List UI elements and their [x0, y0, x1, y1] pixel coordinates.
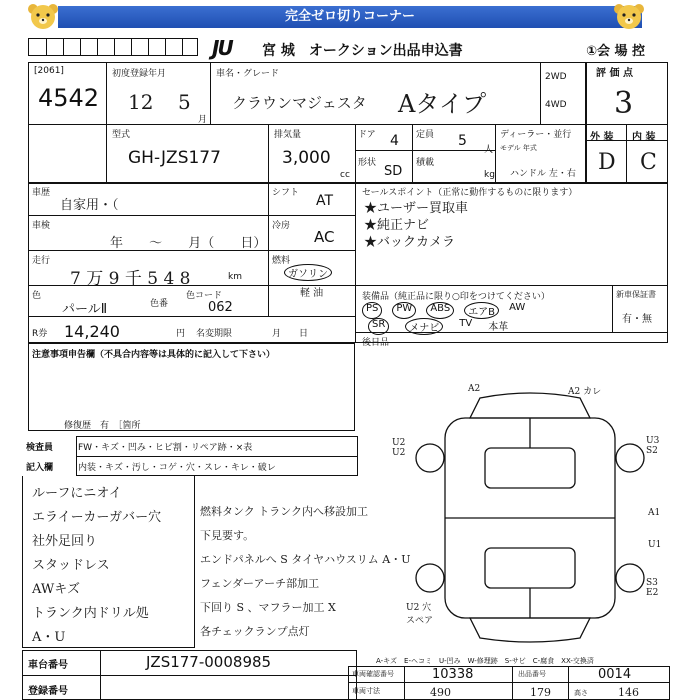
month-unit: 月 — [198, 115, 208, 125]
color: パールⅡ — [62, 302, 108, 317]
damage-mark: A2 カレ — [568, 387, 602, 397]
person-unit: 人 — [484, 145, 494, 155]
model-label: 型式 — [112, 130, 131, 140]
exhibit-label: 出品番号 — [518, 670, 546, 678]
aircon: AC — [314, 228, 335, 246]
hand-note: エライーカーガバー穴 — [32, 510, 162, 525]
drive-2wd: 2WD — [545, 72, 567, 82]
color-code-label: 色コード — [186, 291, 223, 301]
notes-label: 注意事項申告欄（不具合内容等は具体的に記入して下さい） — [32, 350, 276, 360]
hand-note: 社外足回り — [32, 534, 98, 549]
fuel-gasoline: ガソリン — [284, 264, 332, 281]
shape: SD — [384, 164, 403, 179]
inspector-items: FW・キズ・凹み・ヒビ割・リペア跡・×表 — [78, 443, 253, 453]
equipment-label: 装備品（純正品に限り○印をつけてください） — [362, 292, 550, 302]
selling-point: ★純正ナビ — [364, 218, 430, 233]
recycle-label: R券 — [32, 329, 48, 339]
load-label: 積載 — [416, 158, 435, 168]
hand-note: トランク内ドリル処 — [32, 606, 149, 621]
shift: AT — [316, 193, 334, 209]
interior-label: 内 装 — [632, 132, 656, 143]
exhibit-number: 0014 — [598, 667, 632, 682]
handle-label: ハンドル 左・右 — [510, 169, 576, 179]
warranty: 有・無 — [622, 314, 652, 325]
aircon-label: 冷房 — [272, 221, 291, 231]
record-items: 内装・キズ・汚し・コゲ・穴・スレ・キレ・破レ — [78, 463, 276, 473]
car-name-label: 車名・グレード — [216, 69, 280, 79]
first-reg-month: 5 — [178, 90, 191, 114]
venue-copy: ①会 場 控 — [586, 44, 646, 59]
hand-note: A・U — [32, 630, 66, 645]
hand-notes-right-list — [200, 500, 410, 644]
damage-mark: A2 — [468, 384, 481, 394]
mileage-label: 走行 — [32, 256, 51, 266]
doors-label: ドア — [358, 130, 376, 140]
height: 146 — [618, 686, 639, 699]
shape-label: 形状 — [358, 158, 377, 168]
length: 490 — [430, 686, 451, 699]
mileage: 7 万 9 千 5 4 8 — [70, 269, 191, 289]
form-title: 宮 城 オークション出品申込書 — [262, 43, 463, 59]
hand-note: エンドパネルへ S タイヤハウスリム A・U — [200, 553, 411, 566]
warranty-label: 新車保証書 — [616, 290, 656, 299]
car-name: クラウンマジェスタ — [232, 94, 367, 112]
bear-mascot-icon — [26, 2, 60, 32]
damage-mark: U2 穴 スペア — [406, 603, 434, 626]
displacement: 3,000 — [282, 148, 331, 168]
equipment-leather: 本革 — [488, 322, 509, 333]
fuel-diesel: 軽 油 — [300, 288, 324, 299]
damage-mark: U1 — [648, 540, 662, 550]
equipment-ps: PS — [362, 302, 382, 319]
hand-note: 各チェックランプ点灯 — [200, 625, 310, 638]
km-unit: km — [228, 272, 242, 282]
equipment-sr: SR — [368, 318, 389, 335]
first-reg-label: 初度登録年月 — [112, 69, 167, 79]
dealer-label: ディーラー・並行 — [500, 130, 572, 140]
inspection-label: 車検 — [32, 221, 51, 231]
equipment-aw: AW — [509, 302, 526, 313]
exterior-label: 外 装 — [590, 132, 614, 143]
recycle-fee: 14,240 — [64, 322, 120, 341]
color-label: 色 — [32, 291, 42, 301]
history-label: 車歴 — [32, 188, 51, 198]
check-code-label: 車両確認番号 — [352, 670, 394, 678]
inspection: 年 〜 月（ 日） — [110, 236, 267, 251]
displacement-label: 排気量 — [274, 130, 302, 140]
grade: Aタイプ — [398, 90, 487, 118]
equipment-tv: TV — [459, 318, 473, 329]
form-top-frame — [28, 62, 668, 183]
lot-number: 4542 — [38, 84, 100, 112]
interior-grade: C — [640, 150, 657, 175]
yen-unit: 円 — [176, 329, 186, 339]
exterior-grade: D — [598, 150, 616, 175]
hand-note: スタッドレス — [32, 558, 110, 573]
sheet-code: [2061] — [34, 66, 64, 76]
equipment-pw: PW — [392, 302, 416, 319]
kg-unit: kg — [484, 170, 495, 180]
equipment-airbag: エアB — [464, 302, 499, 319]
fuel-label: 燃料 — [272, 256, 291, 266]
selling-point: ★バックカメラ — [364, 235, 456, 250]
model-year-label: モデル 年式 — [500, 144, 537, 152]
damage-mark: U3 S2 — [646, 436, 660, 456]
capacity: 5 — [458, 133, 467, 149]
cc-unit: cc — [340, 170, 350, 180]
damage-mark: U2 U2 — [392, 438, 406, 458]
color-no-label: 色番 — [150, 299, 169, 309]
top-grid — [28, 38, 198, 56]
selling-points — [364, 200, 468, 251]
score-label: 評 価 点 — [596, 68, 633, 79]
chassis-label: 車台番号 — [28, 660, 68, 671]
car-damage-diagram — [390, 378, 670, 648]
hand-note: フェンダーアーチ部加工 — [200, 577, 320, 590]
size-label: 車両寸法 — [352, 687, 380, 695]
width: 179 — [530, 686, 551, 699]
drive-4wd: 4WD — [545, 100, 567, 110]
first-reg-year: 12 — [128, 90, 154, 114]
damage-mark: S3 E2 — [646, 578, 659, 598]
damage-legend: A-キズ E-ヘコミ U-凹み W-修理跡 S-サビ C-腐食 XX-交換済 — [376, 657, 594, 665]
repair-label: 修復歴 有 ［箇所 — [64, 421, 141, 431]
brand-logo: JU — [212, 36, 232, 60]
equipment-abs: ABS — [426, 302, 454, 319]
post-delivery-label: 後日品 — [362, 338, 390, 348]
record-label: 記入欄 — [26, 463, 54, 473]
shift-label: シフト — [272, 188, 300, 198]
score: 3 — [614, 86, 634, 121]
banner-title: 完全ゼロ切りコーナー — [58, 6, 642, 28]
inspector-label: 検査員 — [26, 443, 54, 453]
hand-notes-left-list — [32, 482, 161, 650]
hand-note: 燃料タンク トランク内へ移設加工 — [200, 505, 369, 518]
capacity-label: 定員 — [416, 130, 435, 140]
height-label: 高さ — [574, 689, 588, 697]
damage-mark: A1 — [648, 508, 661, 518]
chassis-number: JZS177-0008985 — [146, 653, 272, 671]
hand-note: 下回り S 、マフラー加工 X — [200, 601, 336, 614]
selling-point: ★ユーザー買取車 — [364, 201, 469, 216]
model: GH-JZS177 — [128, 148, 221, 168]
history: 自家用・（ — [60, 198, 119, 213]
selling-label: セールスポイント（正常に動作するものに限ります） — [362, 188, 578, 198]
form-middle-frame — [28, 183, 668, 343]
hand-note: ルーフにニオイ — [32, 486, 122, 501]
hand-note: 下見要す。 — [200, 529, 255, 542]
check-code: 10338 — [432, 667, 474, 682]
equipment-row-1 — [362, 302, 525, 319]
transfer-label: 名変期限 — [196, 329, 233, 339]
bear-mascot-icon — [612, 2, 646, 32]
transfer-deadline: 月 日 — [272, 329, 309, 339]
doors: 4 — [390, 133, 399, 149]
equipment-row-2 — [368, 318, 508, 335]
hand-note: AWキズ — [32, 582, 80, 597]
registration-label: 登録番号 — [28, 686, 68, 697]
equipment-navi: メナビ — [405, 318, 443, 335]
color-code: 062 — [208, 300, 233, 315]
